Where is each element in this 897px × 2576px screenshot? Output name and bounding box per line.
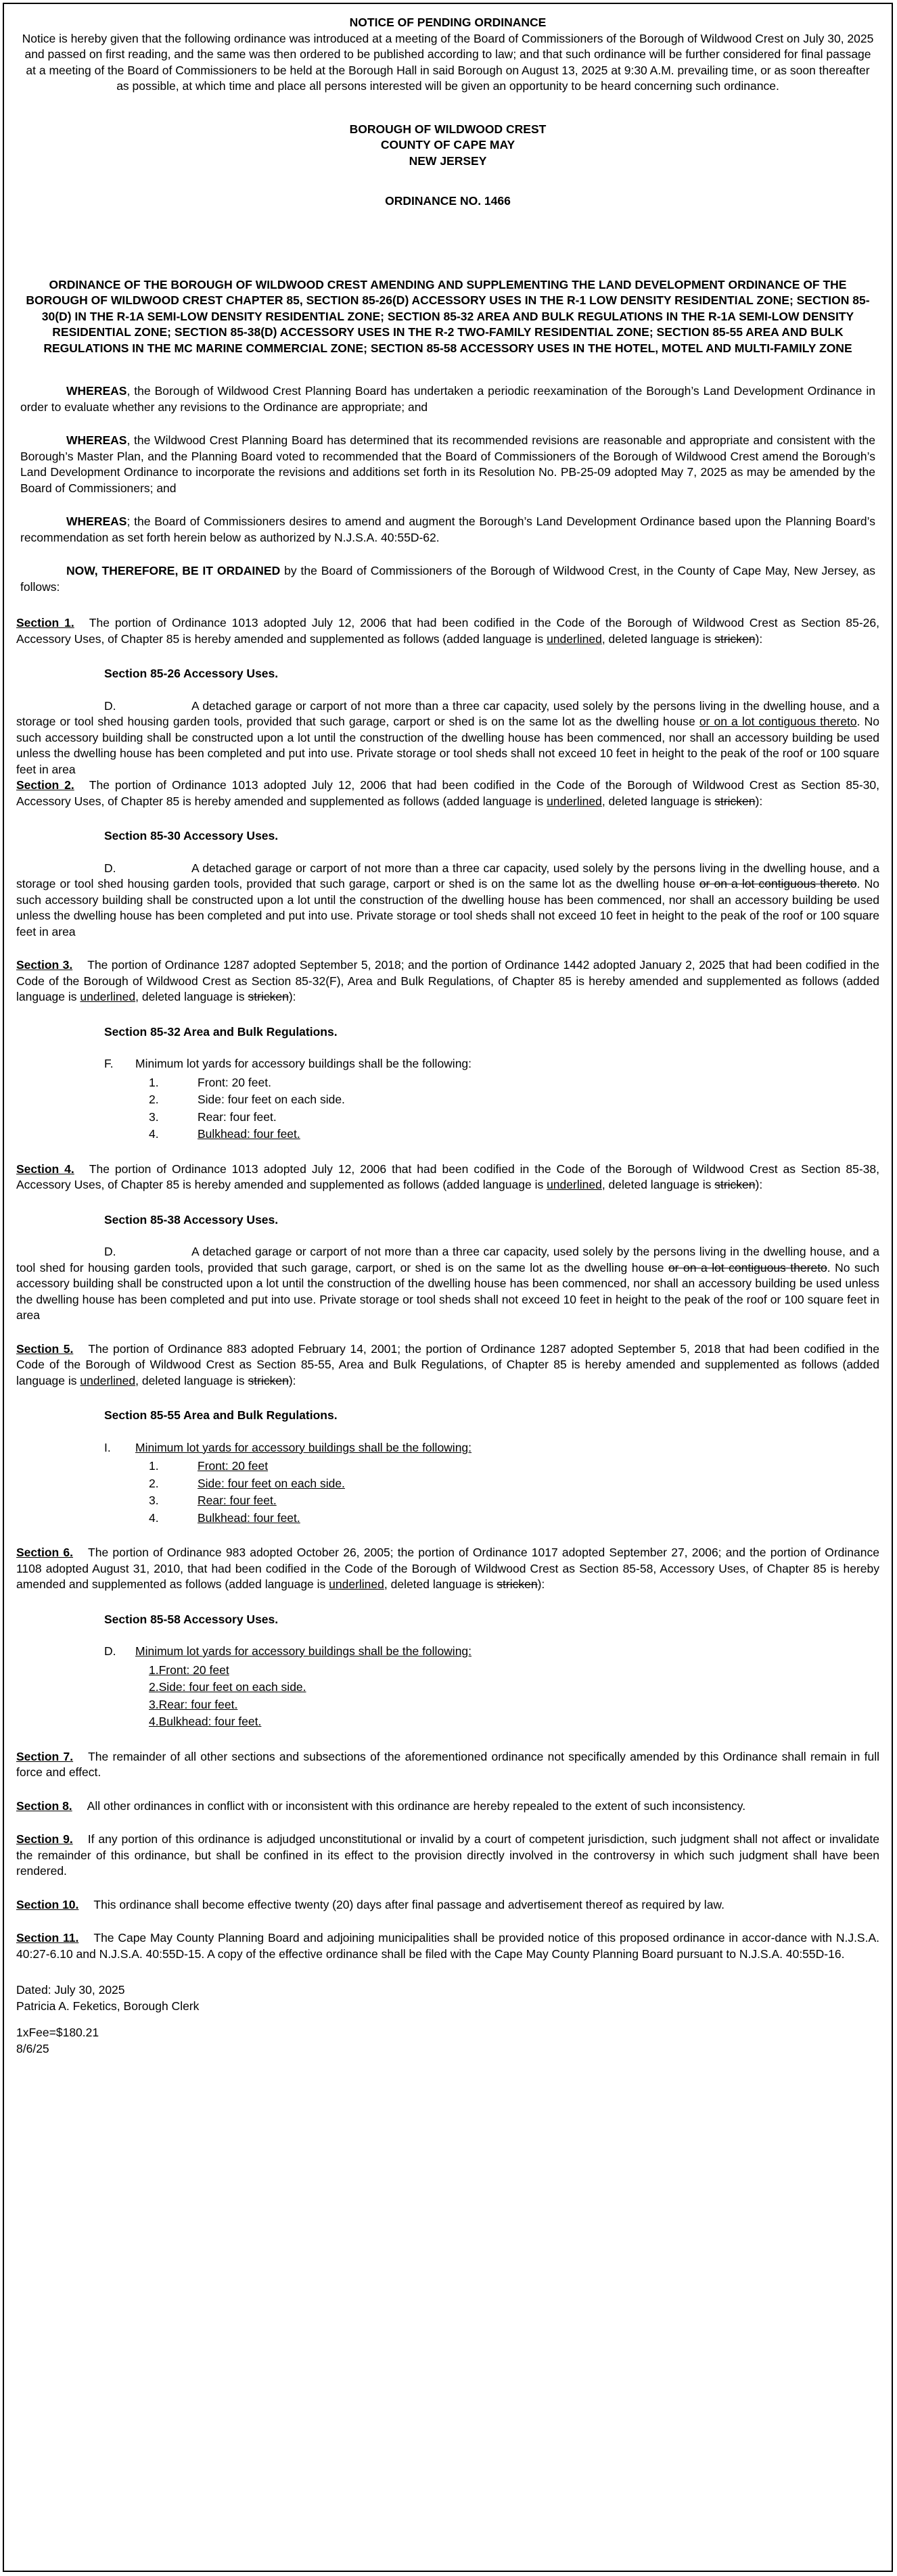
section-text: The portion of Ordinance 1013 adopted July 12, 2006 that had been codified in the Code of the Borough of Wildwood Crest as Section 85-30, Accessory Uses, of Chapter 85 is hereby amended and supplemented as follows — [16, 778, 879, 808]
section-text: The portion of Ordinance 983 adopted October 26, 2005; the portion of Ordinance 1017 adopted September 27, 2006; and the portion of Ordinance 1108 adopted August 31, 2010, that had been codified in the Code of the Borough of Wildwood Crest as Section 85-58, Accessory Uses, of Chapter 85 is hereby amended and supplemented as follows — [16, 1546, 879, 1591]
ordinance-number: ORDINANCE NO. 1466 — [385, 194, 511, 208]
subsection-d — [104, 1644, 879, 1660]
section-10 — [16, 1897, 879, 1913]
whereas-text: , the Wildwood Crest Planning Board has determined that its recommended revisions are reasonable and appropriate and consistent with the Borough’s Master Plan, and the Planning Board voted to recommended that the Board of Commissioners of the Borough of Wildwood Crest amend the Borough’s Land Development Ordinance to incorporate the revisions and additions set forth in its Resolution No. PB-25-09 adopted May 7, 2025 as may be amended by the Board of Commissioners; and — [20, 433, 875, 495]
spacer — [16, 2014, 879, 2025]
underlined-word: underlined — [547, 794, 602, 808]
subsection-heading: Section 85-55 Area and Bulk Regulations. — [104, 1408, 338, 1422]
subsection-heading: Section 85-30 Accessory Uses. — [104, 829, 279, 842]
spacer — [16, 1781, 879, 1798]
whereas-clause — [16, 433, 879, 496]
item-label: F. — [104, 1057, 114, 1070]
note-text: ): — [755, 794, 763, 808]
section-label: Section 6. — [16, 1546, 74, 1559]
note-text: , deleted language is — [601, 1178, 715, 1191]
section-4 — [16, 1162, 879, 1193]
note-text: , deleted language is — [135, 990, 248, 1003]
spacer — [16, 1527, 879, 1545]
section-label: Section 8. — [16, 1798, 72, 1813]
section-label: Section 5. — [16, 1341, 74, 1356]
section-text: The portion of Ordinance 1013 adopted July 12, 2006 that had been codified in the Code of the Borough of Wildwood Crest as Section 85-38, Accessory Uses, of Chapter 85 is hereby amended and supplemented as follows — [16, 1162, 879, 1191]
whereas-text: ; the Board of Commissioners desires to amend and augment the Borough’s Land Development Ordinance based upon the Planning Board’s recommendation as set forth herein below as authorized by N.J.S.A. 40:55D-62. — [20, 515, 875, 544]
list-text: Side: four feet on each side. — [198, 1476, 345, 1490]
section-text: The remainder of all other sections and subsections of the aforementioned ordinance not specifically amended by this Ordinance shall remain in full force and effect. — [16, 1749, 879, 1779]
subsection-heading: Section 85-58 Accessory Uses. — [104, 1612, 279, 1626]
stricken-word: stricken — [714, 631, 756, 646]
whereas-text: , the Borough of Wildwood Crest Planning Board has undertaken a periodic reexamination of the Borough’s Land Development Ordinance in order to evaluate whether any revisions to the Ordinance are appropriate; and — [20, 384, 875, 414]
note-text: (added language is — [439, 794, 547, 808]
list-item — [149, 1476, 879, 1492]
section-label: Section 1. — [16, 616, 74, 629]
list-number: 3. — [149, 1110, 159, 1124]
deleted-language: or on a lot contiguous thereto — [699, 877, 857, 890]
list-text: Rear: four feet. — [198, 1110, 277, 1124]
section-text: The portion of Ordinance 883 adopted February 14, 2001; the portion of Ordinance 1287 adopted September 5, 2018 that had been codified in the Code of the Borough of Wildwood Crest as Section 85-55, Area and Bulk Regulations, of Chapter 85 is hereby amended and supplemented as follows — [16, 1341, 879, 1371]
section-label: Section 2. — [16, 778, 74, 792]
clerk-name: Patricia A. Feketics, Borough Clerk — [16, 1999, 200, 2013]
item-text: . No such accessory building shall be constructed upon a lot until the construction of the dwelling house has been commenced, nor shall an accessory building be used unless the dwelling house has been completed and put into use. Private storage or tool sheds shall not exceed 10 feet in height to the peak of the roof or 100 square feet in area — [16, 715, 879, 776]
item-text: . No such accessory building shall be constructed upon a lot until the construction of the dwelling house has been commenced, nor shall an accessory building be used unless the dwelling house has been completed and put into use. Private storage or tool sheds shall not exceed 10 feet in height to the peak of the roof or 100 square feet in area — [16, 1260, 879, 1322]
list-text: Rear: four feet. — [198, 1494, 277, 1507]
borough-name: BOROUGH OF WILDWOOD CREST — [349, 122, 547, 136]
section-6 — [16, 1545, 879, 1593]
note-text: ): — [288, 1373, 296, 1387]
section-9 — [16, 1832, 879, 1880]
underlined-word: underlined — [547, 1178, 602, 1191]
list-number: 2. — [149, 1093, 159, 1106]
list-number: 4. — [149, 1127, 159, 1141]
section-text: If any portion of this ordinance is adjudged unconstitutional or invalid by a court of competent jurisdiction, such judgment shall not affect or invalidate the remainder of this ordinance, but shall be confined in its effect to the provision directly involved in the controversy in which such judgment shall have been rendered. — [16, 1832, 879, 1878]
section-text: All other ordinances in conflict with or inconsistent with this ordinance are hereby repealed to the extent of such inconsistency. — [87, 1798, 746, 1813]
list-number: 1. — [149, 1075, 159, 1089]
underlined-word: underlined — [329, 1577, 384, 1591]
list-number: 3. — [149, 1494, 159, 1507]
publication-date: 8/6/25 — [16, 2041, 49, 2055]
item-label: D. — [104, 861, 116, 875]
list-item — [149, 1493, 879, 1509]
list-item — [149, 1510, 879, 1527]
ordained-text: by the Board of Commissioners of the Borough of Wildwood Crest, in the County of Cape May, New Jersey, as follows: — [20, 564, 875, 594]
subsection-f — [104, 1056, 879, 1072]
section-8 — [16, 1798, 879, 1815]
list-text: Bulkhead: four feet. — [198, 1510, 300, 1525]
list-text: Front: 20 feet. — [198, 1075, 271, 1089]
ordinance-title: ORDINANCE OF THE BOROUGH OF WILDWOOD CREST AMENDING AND SUPPLEMENTING THE LAND DEVELOPMENT ORDINANCE OF THE BOROUGH OF WILDWOOD CREST CHAPTER 85, SECTION 85-26(D) ACCESSORY USES IN THE R-1 LOW DENSITY RESIDENTIAL ZONE; SECTION 85-30(D) IN THE R-1A SEMI-LOW DENSITY RESIDENTIAL ZONE; SECTION 85-32 AREA AND BULK REGULATIONS IN THE R-1A SEMI-LOW DENSITY RESIDENTIAL ZONE; SECTION 85-38(D) ACCESSORY USES IN THE R-2 TWO-FAMILY RESIDENTIAL ZONE; SECTION 85-55 AREA AND BULK REGULATIONS IN THE MC MARINE COMMERCIAL ZONE; SECTION 85-58 ACCESSORY USES IN THE HOTEL, MOTEL AND MULTI-FAMILY ZONE — [26, 277, 870, 355]
spacer — [16, 1144, 879, 1162]
section-1 — [16, 615, 879, 647]
whereas-lead: WHEREAS — [66, 515, 127, 528]
county-name: COUNTY OF CAPE MAY — [380, 138, 515, 151]
item-label: D. — [104, 698, 116, 713]
note-text: , deleted language is — [601, 794, 715, 808]
underlined-word: underlined — [80, 990, 136, 1003]
dated-line: Dated: July 30, 2025 — [16, 1983, 125, 1997]
note-text: (added language is — [16, 1358, 879, 1387]
section-label: Section 9. — [16, 1832, 73, 1846]
note-text: (added language is — [16, 974, 879, 1003]
section-2 — [16, 778, 879, 809]
list-number: 4. — [149, 1510, 159, 1525]
stricken-word: stricken — [497, 1577, 538, 1591]
subsection-d — [16, 698, 879, 778]
list-item — [149, 1126, 879, 1143]
underlined-word: underlined — [547, 631, 602, 646]
note-text: ): — [755, 631, 763, 646]
note-text: ): — [755, 1178, 763, 1191]
subsection-heading: Section 85-32 Area and Bulk Regulations. — [104, 1024, 338, 1039]
list-text: Side: four feet on each side. — [198, 1093, 345, 1106]
section-text: This ordinance shall become effective twenty (20) days after final passage and advertisement thereof as required by law. — [93, 1897, 724, 1911]
list-number: 2. — [149, 1476, 159, 1490]
section-label: Section 4. — [16, 1162, 74, 1176]
subsection-d — [16, 861, 879, 940]
note-text: , deleted language is — [135, 1373, 248, 1387]
note-text: (added language is — [221, 1577, 329, 1591]
list-item: 2.Side: four feet on each side. — [149, 1680, 306, 1694]
subsection-i — [104, 1440, 879, 1456]
whereas-lead: WHEREAS — [66, 384, 127, 398]
section-5 — [16, 1341, 879, 1389]
deleted-language: or on a lot contiguous thereto — [668, 1260, 827, 1274]
item-text: A detached garage or carport of not more than a three car capacity, used solely by the persons living in the dwelling house, and a storage or tool shed housing garden tools, provided that such garage, carport or shed is on the same lot as the dwelling house — [16, 861, 879, 890]
note-text: ): — [537, 1577, 545, 1591]
section-label: Section 11. — [16, 1931, 79, 1945]
list-item — [149, 1110, 879, 1126]
item-label: D. — [104, 1245, 116, 1258]
notice-body: Notice is hereby given that the following ordinance was introduced at a meeting of the Board of Commissioners of the Borough of Wildwood Crest on July 30, 2025 and passed on first reading, and the same was then ordered to be published according to law; and that such ordinance will be further considered for final passage at a meeting of the Board of Commissioners to be held at the Borough Hall in said Borough on August 13, 2025 at 9:30 A.M. prevailing time, or as soon thereafter as possible, at which time and place all persons interested will be given an opportunity to be heard concerning such ordinance. — [22, 31, 874, 93]
note-text: , deleted language is — [384, 1577, 497, 1591]
notice-content — [4, 4, 892, 2057]
note-text: , deleted language is — [601, 631, 715, 646]
section-text: The portion of Ordinance 1287 adopted September 5, 2018; and the portion of Ordinance 1442 adopted January 2, 2025 that had been codified in the Code of the Borough of Wildwood Crest as Section 85-32(F), Area and Bulk Regulations, of Chapter 85 is hereby amended and supplemented as follows — [16, 958, 880, 988]
list-text: Front: 20 feet — [198, 1459, 269, 1473]
ordained-clause — [16, 563, 879, 595]
spacer — [16, 1880, 879, 1897]
stricken-word: stricken — [714, 1178, 756, 1191]
legal-notice — [3, 3, 893, 2572]
subsection-d — [16, 1244, 879, 1324]
item-label: I. — [104, 1440, 111, 1454]
list-item: 1.Front: 20 feet — [149, 1663, 229, 1677]
spacer — [16, 1962, 879, 1982]
underlined-word: underlined — [80, 1373, 136, 1387]
stricken-word: stricken — [714, 794, 756, 808]
section-label: Section 7. — [16, 1749, 74, 1763]
list-item: 4.Bulkhead: four feet. — [149, 1715, 262, 1728]
section-3 — [16, 957, 879, 1005]
fee-line: 1xFee=$180.21 — [16, 2026, 99, 2039]
stricken-word: stricken — [248, 1373, 289, 1387]
section-7 — [16, 1749, 879, 1781]
item-text: . No such accessory building shall be constructed upon a lot until the construction of the dwelling house has been commenced, nor shall an accessory building be used unless the dwelling house has been completed and put into use. Private storage or tool sheds shall not exceed 10 feet in height to the peak of the roof or 100 square feet in area — [16, 877, 879, 938]
subsection-heading: Section 85-38 Accessory Uses. — [104, 1212, 279, 1226]
list-item — [149, 1075, 879, 1091]
note-text: ): — [288, 990, 296, 1003]
ordained-lead: NOW, THEREFORE, BE IT ORDAINED — [66, 564, 281, 577]
item-label: D. — [104, 1644, 116, 1658]
note-text: (added language is — [439, 631, 547, 646]
stricken-word: stricken — [248, 990, 289, 1003]
section-label: Section 3. — [16, 958, 73, 972]
list-number: 1. — [149, 1459, 159, 1473]
item-text: Minimum lot yards for accessory buildings shall be the following: — [135, 1644, 472, 1658]
note-text: (added language is — [439, 1178, 547, 1191]
item-text: Minimum lot yards for accessory buildings shall be the following: — [135, 1057, 472, 1070]
whereas-clause — [16, 514, 879, 546]
section-label: Section 10. — [16, 1897, 79, 1911]
section-text: The portion of Ordinance 1013 adopted July 12, 2006 that had been codified in the Code of the Borough of Wildwood Crest as Section 85-26, Accessory Uses, of Chapter 85 is hereby amended and supplemented as follows — [16, 616, 879, 646]
item-text: Minimum lot yards for accessory buildings shall be the following: — [135, 1440, 472, 1454]
list-item — [149, 1092, 879, 1108]
whereas-lead: WHEREAS — [66, 433, 127, 447]
spacer — [16, 1913, 879, 1930]
state-name: NEW JERSEY — [409, 153, 487, 168]
subsection-heading: Section 85-26 Accessory Uses. — [104, 667, 279, 680]
list-text: Bulkhead: four feet. — [198, 1127, 300, 1141]
spacer — [16, 1814, 879, 1832]
list-item — [149, 1458, 879, 1475]
added-language: or on a lot contiguous thereto — [699, 715, 857, 728]
notice-title: NOTICE OF PENDING ORDINANCE — [349, 16, 547, 29]
section-text: The Cape May County Planning Board and adjoining municipalities shall be provided notice of this proposed ordinance in accor-dance with N.J.S.A. 40:27-6.10 and N.J.S.A. 40:55D-15. A copy of the effective ordinance shall be filed with the Cape May County Planning Board pursuant to N.J.S.A. 40:55D-16. — [16, 1931, 879, 1961]
whereas-clause — [16, 383, 879, 415]
item-text: A detached garage or carport of not more than a three car capacity, used solely by the persons living in the dwelling house, and a tool shed for housing garden tools, provided that such garage, carport, or shed is on the same lot as the dwelling house — [16, 1245, 879, 1274]
section-11 — [16, 1930, 879, 1962]
item-text: A detached garage or carport of not more than a three car capacity, used solely by the persons living in the dwelling house, and a storage or tool shed housing garden tools, provided that such garage, carport or shed is on the same lot as the dwelling house — [16, 698, 879, 728]
spacer — [16, 1732, 879, 1749]
list-item: 3.Rear: four feet. — [149, 1697, 238, 1711]
